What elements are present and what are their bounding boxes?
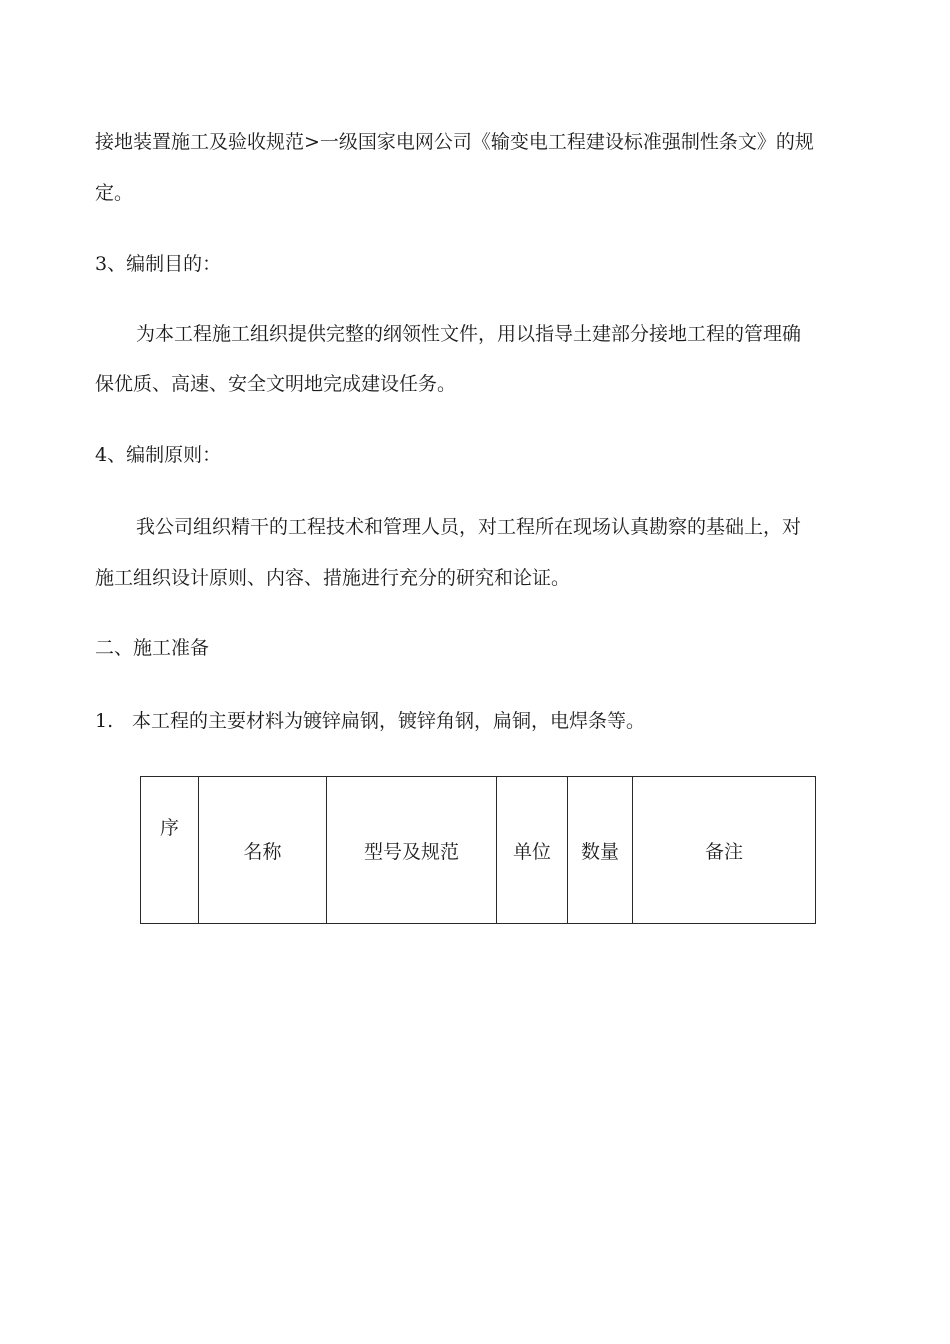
section-heading: 二、施工准备 <box>95 637 210 659</box>
list-item-number: 1. <box>95 710 114 732</box>
paragraph-line: 我公司组织精干的工程技术和管理人员，对工程所在现场认真勘察的基础上，对 <box>136 516 802 538</box>
table-header-row <box>141 777 816 924</box>
table-header-cell: 型号及规范 <box>327 777 497 924</box>
table-header-cell: 名称 <box>199 777 327 924</box>
paragraph-line: 施工组织设计原则、内容、措施进行充分的研究和论证。 <box>95 567 571 589</box>
section-heading: 4、编制原则： <box>95 444 222 466</box>
table-header-cell: 备注 <box>633 777 816 924</box>
paragraph-line: 定。 <box>95 182 134 204</box>
table-header-cell: 数量 <box>568 777 633 924</box>
paragraph-line: 为本工程施工组织提供完整的纲领性文件，用以指导土建部分接地工程的管理确 <box>136 323 802 345</box>
table-header-cell: 序 <box>141 777 199 924</box>
list-item-text: 本工程的主要材料为镀锌扁钢，镀锌角钢，扁铜，电焊条等。 <box>132 710 646 732</box>
paragraph-line: 保优质、高速、安全文明地完成建设任务。 <box>95 373 457 395</box>
materials-table <box>140 776 816 924</box>
section-heading: 3、编制目的： <box>95 253 222 275</box>
table-header-cell: 单位 <box>497 777 568 924</box>
paragraph-line: 接地装置施工及验收规范>一级国家电网公司《输变电工程建设标准强制性条文》的规 <box>95 131 814 153</box>
